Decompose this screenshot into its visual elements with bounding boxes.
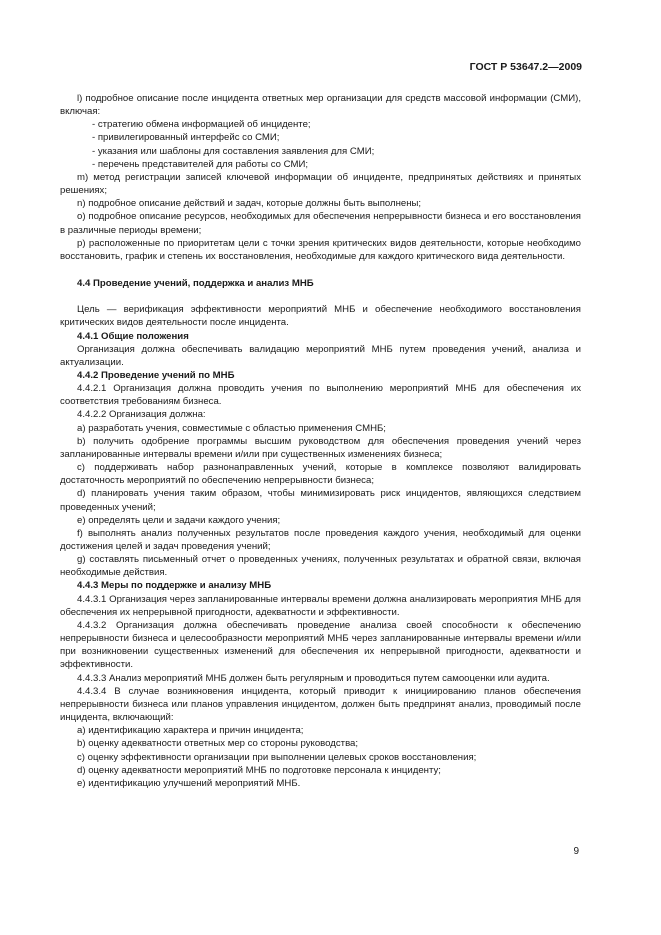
paragraph: 4.4.2.2 Организация должна:: [77, 409, 206, 421]
subsection-title: 4.4.1 Общие положения: [77, 330, 189, 342]
list-item: b) получить одобрение программы высшим руководством для обеспечения проведения учений через запланированные интервалы времени и/или при существенных изменениях бизнеса;: [60, 435, 581, 460]
subsection-title: 4.4.3 Меры по поддержке и анализу МНБ: [77, 580, 272, 592]
item-o: o) подробное описание ресурсов, необходимых для обеспечения непрерывности бизнеса и его восстановления в различные периоды времени;: [60, 211, 581, 236]
paragraph: 4.4.3.1 Организация через запланированные интервалы времени должна анализировать мероприятия МНБ для обеспечения их непрерывной пригодности, адекватности и эффективности.: [60, 593, 581, 618]
list-item: g) составлять письменный отчет о проведенных учениях, полученных результатах и обратной связи, включая необходимые действия.: [60, 554, 581, 579]
paragraph: 4.4.2.1 Организация должна проводить учения по выполнению мероприятий МНБ для обеспечения их соответствия требованиям бизнеса.: [60, 383, 581, 408]
section-title: 4.4 Проведение учений, поддержка и анализ МНБ: [77, 278, 314, 290]
document-header: ГОСТ Р 53647.2—2009: [469, 61, 582, 73]
subsection-title: 4.4.2 Проведение учений по МНБ: [77, 369, 235, 381]
paragraph: 4.4.3.2 Организация должна обеспечивать проведение анализа своей способности к обеспечению непрерывности бизнеса и целесообразности мероприятий МНБ через запланированные интервалы времени и/или при возникновении существенных изменений для обеспечения их непрерывной пригодности, адекватности и эффективности.: [60, 619, 581, 671]
dash-item: - стратегию обмена информацией об инциденте;: [92, 119, 311, 131]
page-number: 9: [573, 846, 579, 857]
list-item: a) идентификацию характера и причин инцидента;: [77, 725, 304, 737]
paragraph: 4.4.3.3 Анализ мероприятий МНБ должен быть регулярным и проводиться путем самооценки или аудита.: [77, 672, 550, 684]
item-p: p) расположенные по приоритетам цели с точки зрения критических видов деятельности, которые необходимо восстановить, график и степень их восстановления, необходимые для каждого критического вида деятельности.: [60, 237, 581, 262]
dash-item: - привилегированный интерфейс со СМИ;: [92, 132, 280, 144]
list-item: f) выполнять анализ полученных результатов после проведения каждого учения, необходимый для оценки достижения целей и задач проведения учений;: [60, 527, 581, 552]
list-item: e) идентификацию улучшений мероприятий МНБ.: [77, 777, 301, 789]
list-item: c) поддерживать набор разнонаправленных учений, которые в комплексе позволяют валидировать достаточность мероприятий по обеспечению непрерывности бизнеса;: [60, 462, 581, 487]
item-m: m) метод регистрации записей ключевой информации об инциденте, предпринятых действиях и принятых решениях;: [60, 171, 581, 197]
dash-item: - перечень представителей для работы со СМИ;: [92, 158, 309, 170]
paragraph: Организация должна обеспечивать валидацию мероприятий МНБ путем проведения учений, анализа и актуализации.: [60, 343, 581, 368]
paragraph: 4.4.3.4 В случае возникновения инцидента, который приводит к инициированию планов обеспечения непрерывности бизнеса или планов управления инцидентом, должен быть предпринят анализ, проводимый после инцидента, включающий:: [60, 685, 581, 724]
list-item: b) оценку адекватности ответных мер со стороны руководства;: [77, 738, 359, 750]
dash-item: - указания или шаблоны для составления заявления для СМИ;: [92, 145, 375, 157]
purpose-paragraph: Цель — верификация эффективности мероприятий МНБ и обеспечение необходимого восстановления критических видов деятельности после инцидента.: [60, 304, 581, 329]
list-item: e) определять цели и задачи каждого учения;: [77, 514, 281, 526]
item-l: l) подробное описание после инцидента ответных мер организации для средств массовой информации (СМИ), включая:: [60, 93, 581, 118]
list-item: a) разработать учения, совместимые с областью применения СМНБ;: [77, 422, 386, 434]
document-body: [60, 92, 581, 790]
item-n: n) подробное описание действий и задач, которые должны быть выполнены;: [77, 198, 422, 210]
list-item: c) оценку эффективности организации при выполнении целевых сроков восстановления;: [77, 751, 477, 763]
list-item: d) оценку адекватности мероприятий МНБ по подготовке персонала к инциденту;: [77, 764, 441, 776]
list-item: d) планировать учения таким образом, чтобы минимизировать риск инцидентов, являющихся следствием проведенных учений;: [60, 488, 581, 513]
